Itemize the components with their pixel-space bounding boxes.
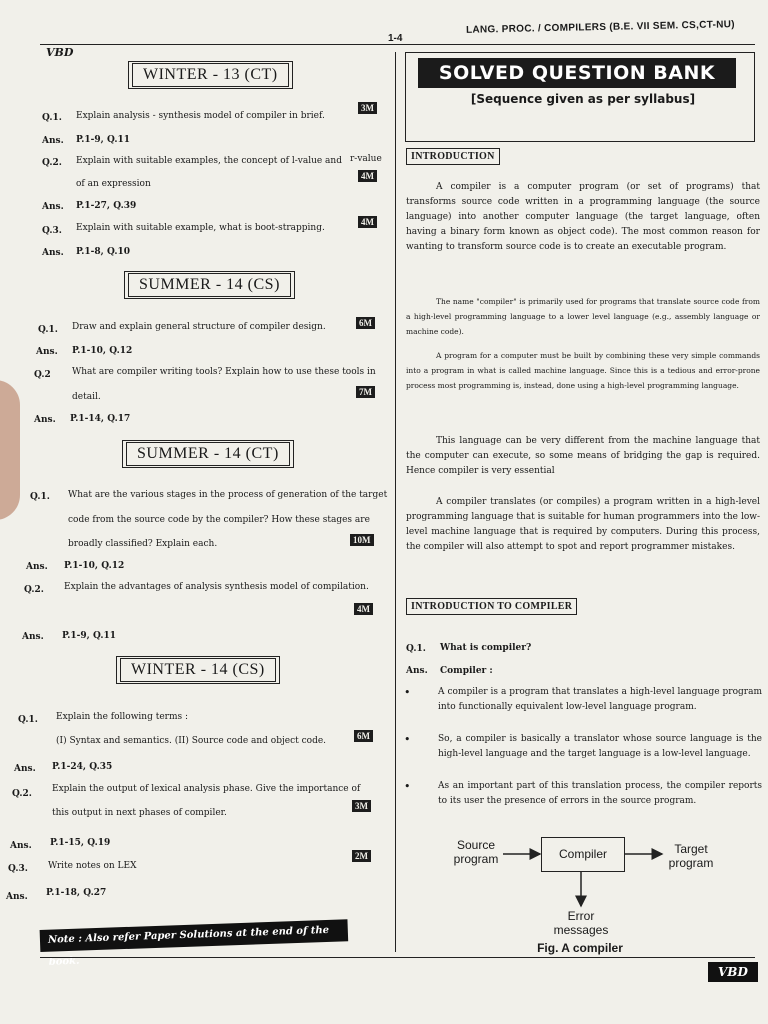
question-text: r-value	[350, 154, 382, 164]
paragraph: A program for a computer must be built by combining these very simple commands into a program in what is called machine language. Since this is a tedious and error-prone process most programming is, instead, done using a high-level programming language.	[406, 351, 760, 390]
bullet-icon: •	[404, 686, 411, 699]
question-text: What are the various stages in the process of generation of the target	[68, 490, 388, 500]
paragraph: A compiler is a computer program (or set of programs) that transforms source code written in a programming language (the source language) into another computer language (the target language, often having a binary form known as object code). The most common reason for wanting to transform source code is to create an executable program.	[406, 182, 760, 252]
answer-label: Ans.	[14, 764, 36, 774]
bullet-text: So, a compiler is basically a translator whose source language is the high-level language and the target language is a low-level language.	[438, 734, 762, 759]
question-text: Explain the output of lexical analysis phase. Give the importance of	[52, 784, 361, 794]
figure-caption: Fig. A compiler	[537, 941, 623, 955]
question-number: Q.1.	[42, 113, 62, 123]
question-text: Explain the following terms :	[56, 712, 189, 722]
answer-ref: P.1-9, Q.11	[62, 631, 116, 641]
answer-ref: P.1-8, Q.10	[76, 247, 130, 257]
answer-ref: P.1-24, Q.35	[52, 762, 113, 772]
question-text: What is compiler?	[440, 643, 532, 653]
publisher-logo-top: VBD	[46, 46, 74, 59]
question-text: Draw and explain general structure of compiler design.	[72, 322, 326, 332]
question-number: Q.1.	[18, 715, 38, 725]
marks-badge: 7M	[356, 386, 375, 398]
footer-rule	[40, 957, 755, 958]
bullet-icon: •	[404, 733, 411, 746]
answer-ref: P.1-27, Q.39	[76, 201, 137, 211]
season-title: SUMMER - 14 (CT)	[122, 440, 294, 468]
page-number: 1-4	[388, 33, 403, 44]
question-number: Q.2.	[24, 585, 44, 595]
marks-badge: 3M	[358, 102, 377, 114]
question-text: detail.	[72, 392, 101, 402]
answer-label: Ans.	[42, 248, 64, 258]
answer-label: Ans.	[10, 841, 32, 851]
marks-badge: 4M	[358, 216, 377, 228]
question-number: Q.1.	[30, 492, 50, 502]
answer-label: Ans.	[42, 136, 64, 146]
question-text: Explain with suitable example, what is boot-strapping.	[76, 223, 325, 233]
question-text: What are compiler writing tools? Explain how to use these tools in	[72, 367, 376, 377]
marks-badge: 4M	[354, 603, 373, 615]
source-program-label: Source program	[453, 838, 499, 866]
question-number: Q.2	[34, 370, 51, 380]
question-number: Q.3.	[42, 226, 62, 236]
section-heading: INTRODUCTION TO COMPILER	[406, 598, 577, 615]
marks-badge: 6M	[356, 317, 375, 329]
paragraph: The name "compiler" is primarily used for programs that translate source code from a high-level programming language to a lower level language (e.g., assembly language or machine code).	[406, 297, 760, 336]
bullet-text: As an important part of this translation process, the compiler reports to its user the presence of errors in the source program.	[438, 781, 762, 806]
answer-ref: P.1-9, Q.11	[76, 135, 130, 145]
bullet-text: A compiler is a program that translates a high-level language program into functionally equivalent low-level language program.	[438, 687, 762, 712]
question-text: (I) Syntax and semantics. (II) Source code and object code.	[56, 736, 327, 746]
question-text: Write notes on LEX	[48, 861, 137, 871]
section-heading: INTRODUCTION	[406, 148, 500, 165]
answer-label: Ans.	[406, 666, 428, 676]
note-banner: Note : Also refer Paper Solutions at the end of the book.	[40, 919, 349, 952]
marks-badge: 10M	[350, 534, 374, 546]
answer-label: Ans.	[34, 415, 56, 425]
season-title: WINTER - 14 (CS)	[116, 656, 280, 684]
question-number: Q.2.	[12, 789, 32, 799]
answer-label: Ans.	[6, 892, 28, 902]
marks-badge: 6M	[354, 730, 373, 742]
answer-heading: Compiler :	[440, 666, 493, 676]
error-messages-label: Error messages	[553, 909, 609, 937]
season-title: WINTER - 13 (CT)	[128, 61, 293, 89]
bullet-icon: •	[404, 780, 411, 793]
answer-ref: P.1-15, Q.19	[50, 838, 111, 848]
answer-label: Ans.	[22, 632, 44, 642]
paragraph: A compiler translates (or compiles) a program written in a high-level programming language that is suitable for human programmers into the low-level machine language that is required by computers. During this process, the compiler will also attempt to spot and report programmer mistakes.	[406, 497, 760, 552]
answer-ref: P.1-10, Q.12	[64, 561, 125, 571]
banner-subtitle: [Sequence given as per syllabus]	[470, 92, 696, 106]
answer-label: Ans.	[36, 347, 58, 357]
question-text: Explain with suitable examples, the concept of l-value and	[76, 156, 342, 166]
thumb-shadow	[0, 380, 20, 520]
column-divider	[395, 52, 396, 952]
question-text: broadly classified? Explain each.	[68, 539, 218, 549]
answer-ref: P.1-14, Q.17	[70, 414, 131, 424]
question-number: Q.1.	[38, 325, 58, 335]
paragraph: This language can be very different from the machine language that the computer can execute, so some means of bridging the gap is required. Hence compiler is very essential	[406, 436, 760, 476]
answer-label: Ans.	[42, 202, 64, 212]
question-number: Q.2.	[42, 158, 62, 168]
answer-ref: P.1-10, Q.12	[72, 346, 133, 356]
question-text: code from the source code by the compiler? How these stages are	[68, 515, 370, 525]
running-header: LANG. PROC. / COMPILERS (B.E. VII SEM. CS,CT-NU)	[465, 19, 735, 36]
compiler-box: Compiler	[541, 837, 625, 872]
question-number: Q.3.	[8, 864, 28, 874]
question-text: Explain analysis - synthesis model of compiler in brief.	[76, 111, 325, 121]
banner-title: SOLVED QUESTION BANK	[418, 58, 736, 88]
season-title: SUMMER - 14 (CS)	[124, 271, 295, 299]
question-text: this output in next phases of compiler.	[52, 808, 227, 818]
target-program-label: Target program	[668, 842, 714, 870]
question-text: Explain the advantages of analysis synthesis model of compilation.	[64, 582, 369, 592]
answer-label: Ans.	[26, 562, 48, 572]
publisher-logo-bottom: VBD	[708, 962, 758, 982]
marks-badge: 3M	[352, 800, 371, 812]
question-number: Q.1.	[406, 644, 426, 654]
question-text: of an expression	[76, 179, 151, 189]
marks-badge: 2M	[352, 850, 371, 862]
header-rule	[40, 44, 755, 45]
marks-badge: 4M	[358, 170, 377, 182]
answer-ref: P.1-18, Q.27	[46, 888, 107, 898]
